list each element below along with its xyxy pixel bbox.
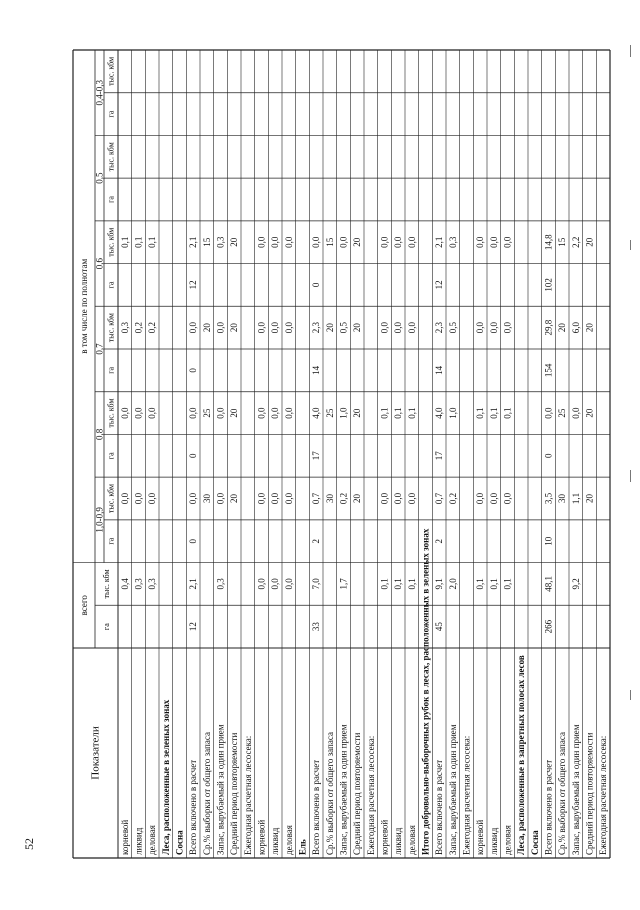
- header-unit: тыс. кбм: [106, 142, 116, 172]
- value-cell: 0,0: [406, 322, 417, 334]
- value-cell: 7,0: [311, 578, 322, 590]
- value-cell: 0,5: [338, 322, 349, 334]
- value-cell: 20: [201, 323, 212, 333]
- value-cell: 0,1: [488, 578, 499, 590]
- value-cell: 0,0: [256, 322, 267, 334]
- header-unit: тыс. кбм: [106, 227, 116, 257]
- header-unit: тыс. кбм: [106, 483, 116, 514]
- value-cell: 0,3: [147, 578, 158, 590]
- value-cell: 0,3: [133, 578, 144, 590]
- value-cell: 0,0: [488, 322, 499, 334]
- value-cell: 0,0: [270, 236, 281, 248]
- row-label: ликвид: [393, 827, 404, 855]
- value-cell: 266: [543, 619, 554, 634]
- value-cell: 9,2: [570, 578, 581, 590]
- value-cell: 20: [584, 408, 595, 418]
- header-density: 0,6: [94, 257, 105, 270]
- value-cell: 2: [311, 538, 322, 544]
- row-label: Запас, вырубаемый за один прием: [338, 724, 349, 855]
- value-cell: 0,0: [406, 492, 417, 505]
- value-cell: 0,0: [379, 322, 390, 334]
- section-label: Ель: [297, 839, 308, 855]
- row-label: Средний период повторяемости: [229, 732, 240, 855]
- row-label: Ср.% выборки от общего запаса: [557, 732, 568, 855]
- value-cell: 0: [311, 282, 322, 288]
- value-cell: 0,0: [393, 492, 404, 505]
- value-cell: 1,0: [338, 407, 349, 419]
- header-unit: тыс. кбм: [106, 56, 116, 86]
- header-density: 1,0-0,9: [94, 507, 105, 533]
- value-cell: 2: [434, 538, 445, 544]
- value-cell: 0,0: [283, 578, 294, 590]
- page-number: 52: [22, 838, 36, 850]
- row-label: корневой: [379, 819, 390, 855]
- value-cell: 0,0: [270, 578, 281, 590]
- value-cell: 2,1: [188, 236, 199, 248]
- value-cell: 0,3: [119, 322, 130, 334]
- value-cell: 0,0: [270, 492, 281, 505]
- value-cell: 0,7: [311, 492, 322, 505]
- value-cell: 20: [557, 323, 568, 333]
- value-cell: 14,8: [543, 234, 554, 251]
- row-label: корневой: [256, 819, 267, 855]
- value-cell: 0,0: [502, 322, 513, 334]
- value-cell: 4,0: [311, 407, 322, 419]
- value-cell: 0,0: [147, 407, 158, 419]
- value-cell: 0,1: [502, 407, 513, 419]
- value-cell: 6,0: [570, 322, 581, 334]
- value-cell: 4,0: [434, 407, 445, 419]
- value-cell: 0,1: [393, 407, 404, 419]
- value-cell: 12: [188, 280, 199, 290]
- value-cell: 3,5: [543, 492, 554, 505]
- value-cell: 20: [229, 494, 240, 503]
- value-cell: 2,0: [447, 578, 458, 590]
- value-cell: 14: [434, 365, 445, 375]
- value-cell: 0,2: [447, 492, 458, 505]
- value-cell: 0,0: [256, 578, 267, 590]
- scan-edge-mark: [630, 470, 631, 482]
- value-cell: 20: [324, 323, 335, 333]
- value-cell: 0,1: [406, 578, 417, 590]
- value-cell: 20: [352, 323, 363, 333]
- row-label: деловая: [147, 825, 158, 855]
- value-cell: 20: [352, 408, 363, 418]
- header-density: 0,7: [94, 343, 105, 355]
- row-label: Всего включено в расчет: [188, 759, 199, 855]
- scan-edge-mark: [630, 690, 631, 700]
- value-cell: 0,0: [379, 492, 390, 505]
- value-cell: 25: [324, 408, 335, 418]
- value-cell: 0,0: [393, 236, 404, 248]
- value-cell: 12: [188, 622, 199, 632]
- row-label: Всего включено в расчет: [543, 759, 554, 855]
- value-cell: 0,1: [133, 236, 144, 248]
- value-cell: 0,0: [543, 407, 554, 419]
- value-cell: 20: [352, 237, 363, 247]
- row-label: ликвид: [270, 827, 281, 855]
- value-cell: 0,2: [147, 322, 158, 334]
- row-label: деловая: [502, 825, 513, 855]
- section-label: Леса, расположенные в запретных полосах лесов: [516, 655, 527, 855]
- value-cell: 14: [311, 365, 322, 375]
- value-cell: 17: [311, 451, 322, 461]
- value-cell: 0,0: [119, 492, 130, 505]
- value-cell: 0,0: [488, 236, 499, 248]
- value-cell: 0,0: [133, 492, 144, 505]
- section-label: Итого добровольно-выборочных рубок в лесах, расположенных в зеленых зонах: [420, 528, 431, 855]
- row-label: Запас, вырубаемый за один прием: [570, 724, 581, 855]
- value-cell: 0,0: [283, 492, 294, 505]
- value-cell: 0,0: [283, 236, 294, 248]
- value-cell: 20: [584, 237, 595, 247]
- value-cell: 20: [584, 494, 595, 503]
- row-label: деловая: [283, 825, 294, 855]
- header-unit: га: [102, 623, 111, 631]
- value-cell: 20: [229, 323, 240, 333]
- value-cell: 0,1: [379, 578, 390, 590]
- value-cell: 20: [229, 408, 240, 418]
- value-cell: 2,2: [570, 236, 581, 248]
- value-cell: 0,1: [502, 578, 513, 590]
- value-cell: 9,1: [434, 578, 445, 590]
- row-label: корневой: [475, 819, 486, 855]
- value-cell: 30: [557, 494, 568, 503]
- row-label: деловая: [406, 825, 417, 855]
- value-cell: 17: [434, 451, 445, 461]
- value-cell: 1,7: [338, 578, 349, 590]
- value-cell: 0,5: [447, 322, 458, 334]
- value-cell: 0,0: [570, 407, 581, 419]
- value-cell: 0,0: [256, 236, 267, 248]
- value-cell: 0,3: [215, 578, 226, 590]
- value-cell: 0: [188, 538, 199, 544]
- row-label: Всего включено в расчет: [434, 759, 445, 855]
- value-cell: 15: [324, 237, 335, 247]
- value-cell: 0,0: [475, 492, 486, 505]
- header-unit: га: [106, 366, 116, 374]
- value-cell: 15: [201, 237, 212, 247]
- value-cell: 0,0: [215, 322, 226, 334]
- value-cell: 2,3: [311, 322, 322, 334]
- value-cell: 2,3: [434, 322, 445, 334]
- value-cell: 0,0: [270, 322, 281, 334]
- value-cell: 20: [584, 323, 595, 333]
- value-cell: 0,0: [188, 407, 199, 419]
- value-cell: 0,0: [311, 236, 322, 248]
- header-unit: га: [106, 281, 116, 289]
- row-label: Всего включено в расчет: [311, 759, 322, 855]
- value-cell: 0,0: [338, 236, 349, 248]
- value-cell: 0,0: [393, 322, 404, 334]
- row-label: Ср.% выборки от общего запаса: [201, 732, 212, 855]
- value-cell: 0,3: [215, 236, 226, 248]
- row-label: Средний период повторяемости: [352, 732, 363, 855]
- header-unit: га: [106, 110, 116, 118]
- header-by-density: в том числе по полнотам: [79, 258, 89, 354]
- scan-edge-mark: [630, 45, 631, 57]
- header-unit: га: [106, 537, 116, 545]
- value-cell: 33: [311, 622, 322, 632]
- header-density: 0,4-0,3: [94, 79, 105, 106]
- value-cell: 25: [201, 408, 212, 418]
- value-cell: 0,0: [133, 407, 144, 419]
- value-cell: 2,1: [188, 578, 199, 590]
- value-cell: 0,0: [188, 492, 199, 505]
- value-cell: 0,0: [215, 407, 226, 419]
- header-density: 0,5: [94, 172, 105, 184]
- value-cell: 2,1: [434, 236, 445, 248]
- header-unit: тыс. кбм: [106, 398, 116, 428]
- section-label: Сосна: [174, 830, 185, 855]
- row-label: ликвид: [488, 827, 499, 855]
- value-cell: 0,0: [502, 492, 513, 505]
- value-cell: 0,7: [434, 492, 445, 505]
- value-cell: 0,0: [475, 236, 486, 248]
- value-cell: 0,1: [406, 407, 417, 419]
- value-cell: 0,1: [488, 407, 499, 419]
- value-cell: 0,4: [119, 578, 130, 590]
- value-cell: 0,0: [270, 407, 281, 419]
- value-cell: 30: [201, 494, 212, 503]
- header-total: всего: [79, 595, 89, 616]
- row-label: Средний период повторяемости: [584, 732, 595, 855]
- value-cell: 0,3: [447, 236, 458, 248]
- header-indicator: Показатели: [89, 726, 102, 780]
- value-cell: 1,1: [570, 492, 581, 505]
- value-cell: 0,1: [475, 407, 486, 419]
- value-cell: 29,8: [543, 319, 554, 336]
- header-unit: тыс. кбм: [106, 313, 116, 343]
- value-cell: 0,0: [283, 407, 294, 419]
- row-label: Ежегодная расчетная лесосека:: [242, 735, 253, 855]
- value-cell: 15: [557, 237, 568, 247]
- value-cell: 48,1: [543, 576, 554, 592]
- row-label: Ср.% выборки от общего запаса: [324, 732, 335, 855]
- row-label: Ежегодная расчетная лесосека:: [461, 735, 472, 855]
- value-cell: 154: [543, 363, 554, 378]
- value-cell: 0,0: [283, 322, 294, 334]
- value-cell: 0,0: [256, 492, 267, 505]
- value-cell: 0,2: [338, 492, 349, 505]
- header-unit: га: [106, 196, 116, 203]
- value-cell: 25: [557, 408, 568, 418]
- value-cell: 0: [543, 453, 554, 459]
- value-cell: 10: [543, 536, 554, 546]
- value-cell: 0,1: [119, 236, 130, 248]
- value-cell: 0,0: [119, 407, 130, 419]
- value-cell: 0,1: [393, 578, 404, 590]
- value-cell: 0,0: [488, 492, 499, 505]
- row-label: ликвид: [133, 827, 144, 855]
- value-cell: 0,0: [379, 236, 390, 248]
- row-label: Ежегодная расчетная лесосека:: [365, 735, 376, 855]
- value-cell: 0,2: [133, 322, 144, 334]
- section-label: Леса, расположенные в зеленых зонах: [160, 699, 171, 855]
- value-cell: 102: [543, 278, 554, 292]
- row-label: Ежегодная расчетная лесосека:: [598, 735, 609, 855]
- section-label: Сосна: [529, 830, 540, 855]
- header-density: 0,8: [94, 428, 105, 441]
- row-label: Запас, вырубаемый за один прием: [447, 724, 458, 855]
- value-cell: 0,0: [475, 322, 486, 334]
- value-cell: 45: [434, 622, 445, 632]
- header-unit: тыс. кбм: [102, 569, 111, 599]
- row-label: Запас, вырубаемый за один прием: [215, 724, 226, 855]
- value-cell: 0,1: [147, 236, 158, 248]
- value-cell: 0,1: [475, 578, 486, 590]
- value-cell: 0,1: [379, 407, 390, 419]
- value-cell: 0,0: [147, 492, 158, 505]
- value-cell: 0,0: [188, 322, 199, 334]
- value-cell: 30: [324, 494, 335, 503]
- value-cell: 0: [188, 453, 199, 459]
- value-cell: 1,0: [447, 407, 458, 419]
- value-cell: 0,0: [406, 236, 417, 248]
- value-cell: 20: [352, 494, 363, 503]
- value-cell: 0: [188, 368, 199, 373]
- value-cell: 0,0: [256, 407, 267, 419]
- value-cell: 20: [229, 237, 240, 247]
- value-cell: 0,0: [215, 492, 226, 505]
- scan-edge-mark: [630, 240, 631, 250]
- value-cell: 0,0: [502, 236, 513, 248]
- header-unit: га: [106, 452, 116, 460]
- value-cell: 12: [434, 280, 445, 290]
- row-label: корневой: [119, 819, 130, 855]
